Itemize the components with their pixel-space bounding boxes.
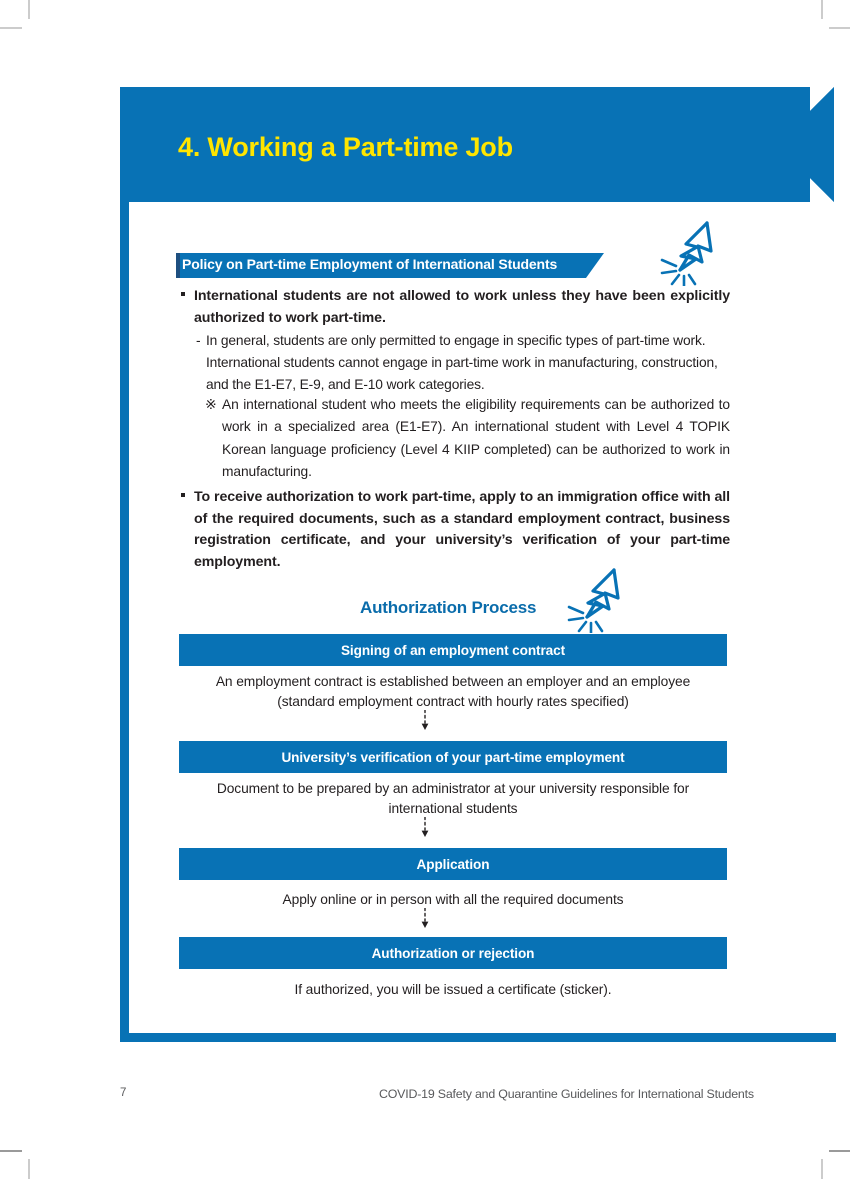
crop-mark-bottom-left-horizontal	[0, 1150, 22, 1152]
sub-item-1	[196, 330, 729, 395]
flow-step-body	[179, 672, 727, 712]
flow-step-header-text: Signing of an employment contract	[340, 642, 566, 658]
crop-mark-top-right-horizontal	[829, 27, 850, 29]
flow-step-body	[179, 890, 727, 910]
flow-step-body-line: (standard employment contract with hourly rates specified)	[277, 694, 629, 709]
flow-connector-arrow	[0, 817, 850, 837]
square-bullet-icon	[181, 493, 185, 497]
flow-step-body	[179, 980, 727, 1000]
flow-step-body-line: An employment contract is established between an employer and an employee	[215, 674, 691, 689]
dash-bullet-icon: -	[196, 333, 201, 348]
square-bullet-icon	[181, 292, 185, 296]
flow-step-body-line: Document to be prepared by an administrator at your university responsible for	[216, 781, 690, 796]
sub-item-1-text: In general, students are only permitted to engage in specific types of part-time work. International students cannot engage in part-time work in manufacturing, construction, and the E1-E7, E-9, and E-10 work categories.	[206, 333, 718, 392]
crop-mark-top-left-horizontal	[0, 27, 22, 29]
section-label-text: Policy on Part-time Employment of International Students	[182, 256, 558, 272]
flow-step-header	[179, 634, 727, 666]
crop-mark-bottom-right-horizontal	[829, 1150, 850, 1152]
footer-document-title: COVID-19 Safety and Quarantine Guidelines for International Students	[379, 1087, 754, 1101]
flow-step-body	[179, 779, 727, 819]
flow-step-header	[179, 937, 727, 969]
page-title: 4. Working a Part-time Job	[178, 132, 513, 162]
crop-mark-top-left-vertical	[28, 0, 30, 19]
bullet-item-2	[181, 487, 730, 574]
flow-step-header	[179, 741, 727, 773]
flow-connector-arrow	[0, 908, 850, 928]
flow-step-header-text: University’s verification of your part-time employment	[281, 749, 625, 765]
flow-connector-arrow	[0, 710, 850, 730]
flow-step-header-text: Authorization or rejection	[371, 945, 535, 961]
cursor-click-icon	[557, 565, 629, 638]
note-item-1	[205, 394, 730, 483]
note-item-1-text: An international student who meets the eligibility requirements can be authorized to work in a specialized area (E1-E7). An international student with Level 4 TOPIK Korean language proficiency (Level 4 KIIP completed) can be authorized to work in manufacturing.	[222, 397, 730, 480]
process-heading: Authorization Process	[360, 598, 537, 617]
cursor-click-icon	[650, 218, 722, 291]
bullet-item-1-text: International students are not allowed to work unless they have been explicitly authorized to work part-time.	[194, 288, 730, 326]
flow-step-body-line: Apply online or in person with all the required documents	[282, 892, 624, 907]
crop-mark-bottom-left-vertical	[28, 1159, 30, 1179]
bullet-item-1	[181, 286, 730, 329]
reference-mark-icon: ※	[205, 397, 217, 412]
crop-mark-top-right-vertical	[821, 0, 823, 19]
footer-page-number: 7	[120, 1087, 127, 1099]
frame-bottom-border	[120, 1033, 836, 1042]
crop-mark-bottom-right-vertical	[821, 1159, 823, 1179]
flow-step-header	[179, 848, 727, 880]
flow-step-header-text: Application	[416, 856, 490, 872]
bullet-item-2-text: To receive authorization to work part-time, apply to an immigration office with all of the required documents, such as a standard employment contract, business registration certificate, and your university’s verification of your part-time employment.	[194, 489, 730, 571]
flow-step-body-line: international students	[388, 801, 518, 816]
flow-step-body-line: If authorized, you will be issued a certificate (sticker).	[294, 982, 612, 997]
